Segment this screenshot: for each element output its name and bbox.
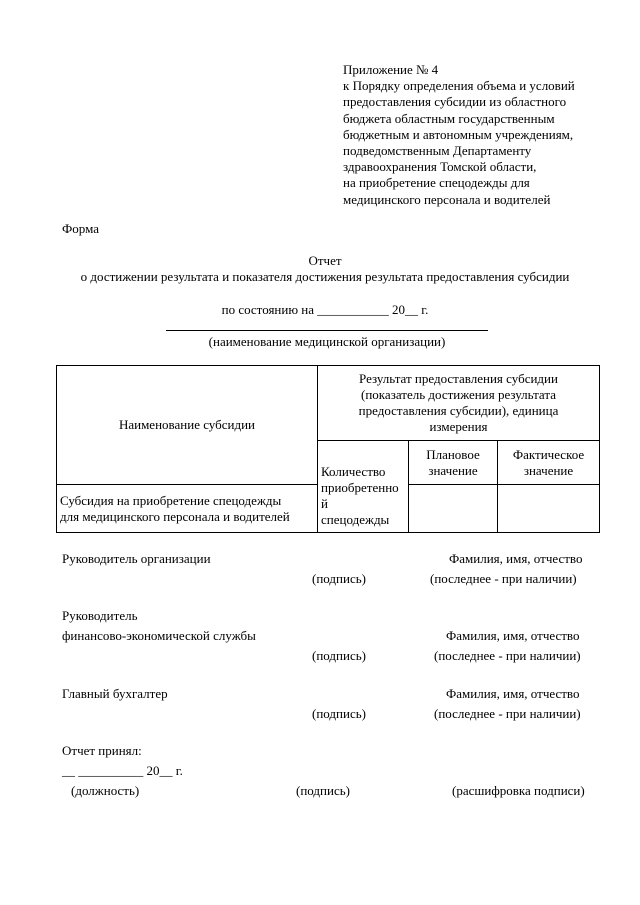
appendix-line: к Порядку определения объема и условий <box>343 78 575 94</box>
appendix-line: бюджета областным государственным <box>343 110 555 126</box>
planned-value-cell <box>409 485 498 533</box>
organization-name-line <box>166 330 488 331</box>
appendix-header <box>343 62 623 208</box>
appendix-line: подведомственным Департаменту <box>343 143 532 159</box>
accepted-date: __ __________ 20__ г. <box>62 763 183 778</box>
actual-value-cell <box>498 485 600 533</box>
header-result: Результат предоставления субсидии (показатель достижения результата предоставления субсидии), единица измерения <box>318 366 600 441</box>
finance-head-title-line1: Руководитель <box>62 608 138 623</box>
chief-accountant-signature-caption: (подпись) <box>312 706 366 721</box>
finance-head-name: Фамилия, имя, отчество <box>446 628 580 643</box>
header-actual-value: Фактическое значение <box>498 441 600 485</box>
report-table <box>56 365 600 533</box>
form-label: Форма <box>62 221 99 236</box>
report-date-line: по состоянию на ___________ 20__ г. <box>221 302 429 317</box>
header-subsidy-name: Наименование субсидии <box>57 366 318 485</box>
report-subtitle: о достижении результата и показателя достижения результата предоставления субсидии <box>80 269 570 284</box>
appendix-line: медицинского персонала и водителей <box>343 191 551 207</box>
chief-accountant-name-caption: (последнее - при наличии) <box>434 706 581 721</box>
finance-head-signature-caption: (подпись) <box>312 648 366 663</box>
header-planned-value: Плановое значение <box>409 441 498 485</box>
organization-caption: (наименование медицинской организации) <box>208 334 446 349</box>
head-title: Руководитель организации <box>62 551 211 566</box>
head-signature-caption: (подпись) <box>312 571 366 586</box>
indicator-cell: Количество приобретенно й спецодежды <box>318 441 409 533</box>
accepted-signature-caption: (подпись) <box>296 783 350 798</box>
head-name-caption: (последнее - при наличии) <box>430 571 577 586</box>
accepted-decoding-caption: (расшифровка подписи) <box>452 783 585 798</box>
chief-accountant-title: Главный бухгалтер <box>62 686 168 701</box>
appendix-line: бюджетным и автономным учреждениям, <box>343 126 574 142</box>
appendix-line: на приобретение спецодежды для <box>343 175 530 191</box>
row-subsidy-name: Субсидия на приобретение спецодежды для медицинского персонала и водителей <box>57 485 318 533</box>
appendix-line: предоставления субсидии из областного <box>343 94 567 110</box>
appendix-line: Приложение № 4 <box>343 62 439 77</box>
finance-head-name-caption: (последнее - при наличии) <box>434 648 581 663</box>
finance-head-title-line2: финансово-экономической службы <box>62 628 256 643</box>
accepted-position-caption: (должность) <box>71 783 140 798</box>
head-name: Фамилия, имя, отчество <box>449 551 583 566</box>
chief-accountant-name: Фамилия, имя, отчество <box>446 686 580 701</box>
accepted-label: Отчет принял: <box>62 743 142 758</box>
report-title: Отчет <box>308 253 342 268</box>
appendix-line: здравоохранения Томской области, <box>343 159 537 175</box>
